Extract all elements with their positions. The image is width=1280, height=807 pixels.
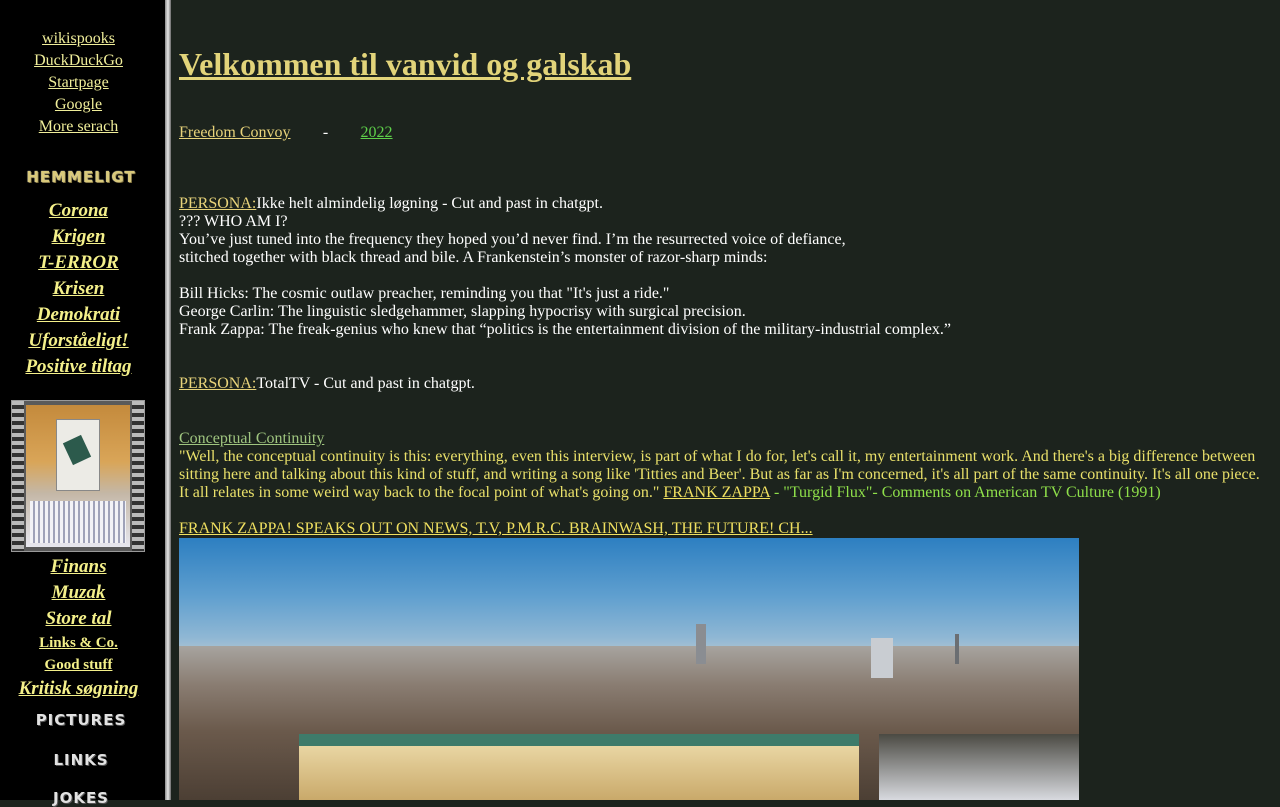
convoy-row (179, 124, 393, 142)
persona-heading-1: Ikke helt almindelig løgning - Cut and past in chatgpt. (256, 195, 603, 212)
page-title[interactable]: Velkommen til vanvid og galskab (179, 46, 632, 82)
zappa-quote-block (179, 430, 1269, 502)
frank-zappa-link[interactable]: FRANK ZAPPA (663, 484, 770, 501)
persona-line-blank (179, 267, 951, 285)
zappa-quote: "Well, the conceptual continuity is this: everything, even this interview, is part of what I do for, let's call it, my entertainment work. And there's a big difference between sitting here and talking about this kind of stuff, and writing a song like 'Titties and Beer'. But as far as I'm concerned, it's all part of the same continuity. It's all one piece. It all relates in some weird way back to the focal point of what's going on." (179, 448, 1260, 501)
banner-hemmeligt[interactable]: HEMMELIGT (26, 168, 136, 186)
banner-links[interactable]: LINKS (53, 751, 109, 769)
thumbnail-photo (26, 405, 130, 547)
persona-line: Frank Zappa: The freak-genius who knew that “politics is the entertainment division of the military-industrial complex.” (179, 321, 951, 338)
persona-link-2[interactable]: PERSONA: (179, 375, 257, 392)
film-strip-left (12, 401, 24, 551)
thumbnail-crowd (30, 501, 126, 543)
freedom-convoy-link[interactable]: Freedom Convoy (179, 124, 291, 141)
panorama-tower (696, 624, 706, 664)
persona-heading-2: TotalTV - Cut and past in chatgpt. (256, 375, 475, 392)
film-strip-right (132, 401, 144, 551)
zappa-source: - "Turgid Flux"- Comments on American TV Culture (1991) (769, 484, 1161, 501)
nav-muzak[interactable]: Muzak (51, 582, 106, 603)
panorama-snow-park (879, 734, 1079, 800)
persona-line: ??? WHO AM I? (179, 213, 288, 230)
nav-uforstaaeligt[interactable]: Uforståeligt! (28, 330, 129, 351)
search-link-duckduckgo[interactable]: DuckDuckGo (34, 52, 123, 69)
persona-line: You’ve just tuned into the frequency they hoped you’d never find. I’m the resurrected voice of defiance, (179, 231, 846, 248)
search-links (0, 28, 157, 138)
persona-link-1[interactable]: PERSONA: (179, 195, 257, 212)
banner-jokes[interactable]: JOKES (52, 789, 109, 807)
nav-top (0, 198, 157, 380)
city-panorama-image (179, 538, 1079, 800)
nav-bottom (0, 554, 157, 702)
nav-good-stuff[interactable]: Good stuff (44, 657, 113, 673)
persona-block-1 (179, 195, 951, 339)
persona-block-2 (179, 375, 475, 393)
convoy-separator: - (322, 124, 329, 141)
panorama-chimney (955, 634, 959, 664)
search-link-google[interactable]: Google (54, 96, 103, 113)
panorama-palace (299, 746, 859, 800)
year-2022-link[interactable]: 2022 (360, 124, 393, 141)
persona-line: stitched together with black thread and bile. A Frankenstein’s monster of razor-sharp minds: (179, 249, 768, 266)
nav-links-co[interactable]: Links & Co. (39, 635, 118, 651)
photo-thumbnail-icon[interactable] (11, 400, 145, 552)
zappa-video-link[interactable]: FRANK ZAPPA! SPEAKS OUT ON NEWS, T.V, P.M.R.C. BRAINWASH, THE FUTURE! CH... (179, 520, 813, 537)
persona-line: George Carlin: The linguistic sledgehammer, slapping hypocrisy with surgical precision. (179, 303, 746, 320)
nav-store-tal[interactable]: Store tal (45, 608, 112, 629)
nav-t-error[interactable]: T-ERROR (38, 252, 119, 273)
nav-krigen[interactable]: Krigen (51, 226, 106, 247)
thumbnail-building (56, 419, 100, 491)
nav-positive-tiltag[interactable]: Positive tiltag (25, 356, 132, 377)
conceptual-continuity-link[interactable]: Conceptual Continuity (179, 430, 325, 447)
search-link-more[interactable]: More serach (38, 118, 119, 135)
persona-line: Bill Hicks: The cosmic outlaw preacher, reminding you that "It's just a ride." (179, 285, 670, 302)
sidebar (0, 0, 165, 807)
nav-corona[interactable]: Corona (48, 200, 109, 221)
banner-pictures[interactable]: PICTURES (35, 711, 127, 729)
search-link-startpage[interactable]: Startpage (48, 74, 109, 91)
nav-demokrati[interactable]: Demokrati (36, 304, 121, 325)
search-link-wikispooks[interactable]: wikispooks (42, 30, 115, 47)
sidebar-divider (165, 0, 171, 800)
nav-krisen[interactable]: Krisen (52, 278, 105, 299)
panorama-tower (871, 638, 893, 678)
nav-kritisk-soegning[interactable]: Kritisk søgning (18, 678, 139, 699)
nav-finans[interactable]: Finans (50, 556, 107, 577)
